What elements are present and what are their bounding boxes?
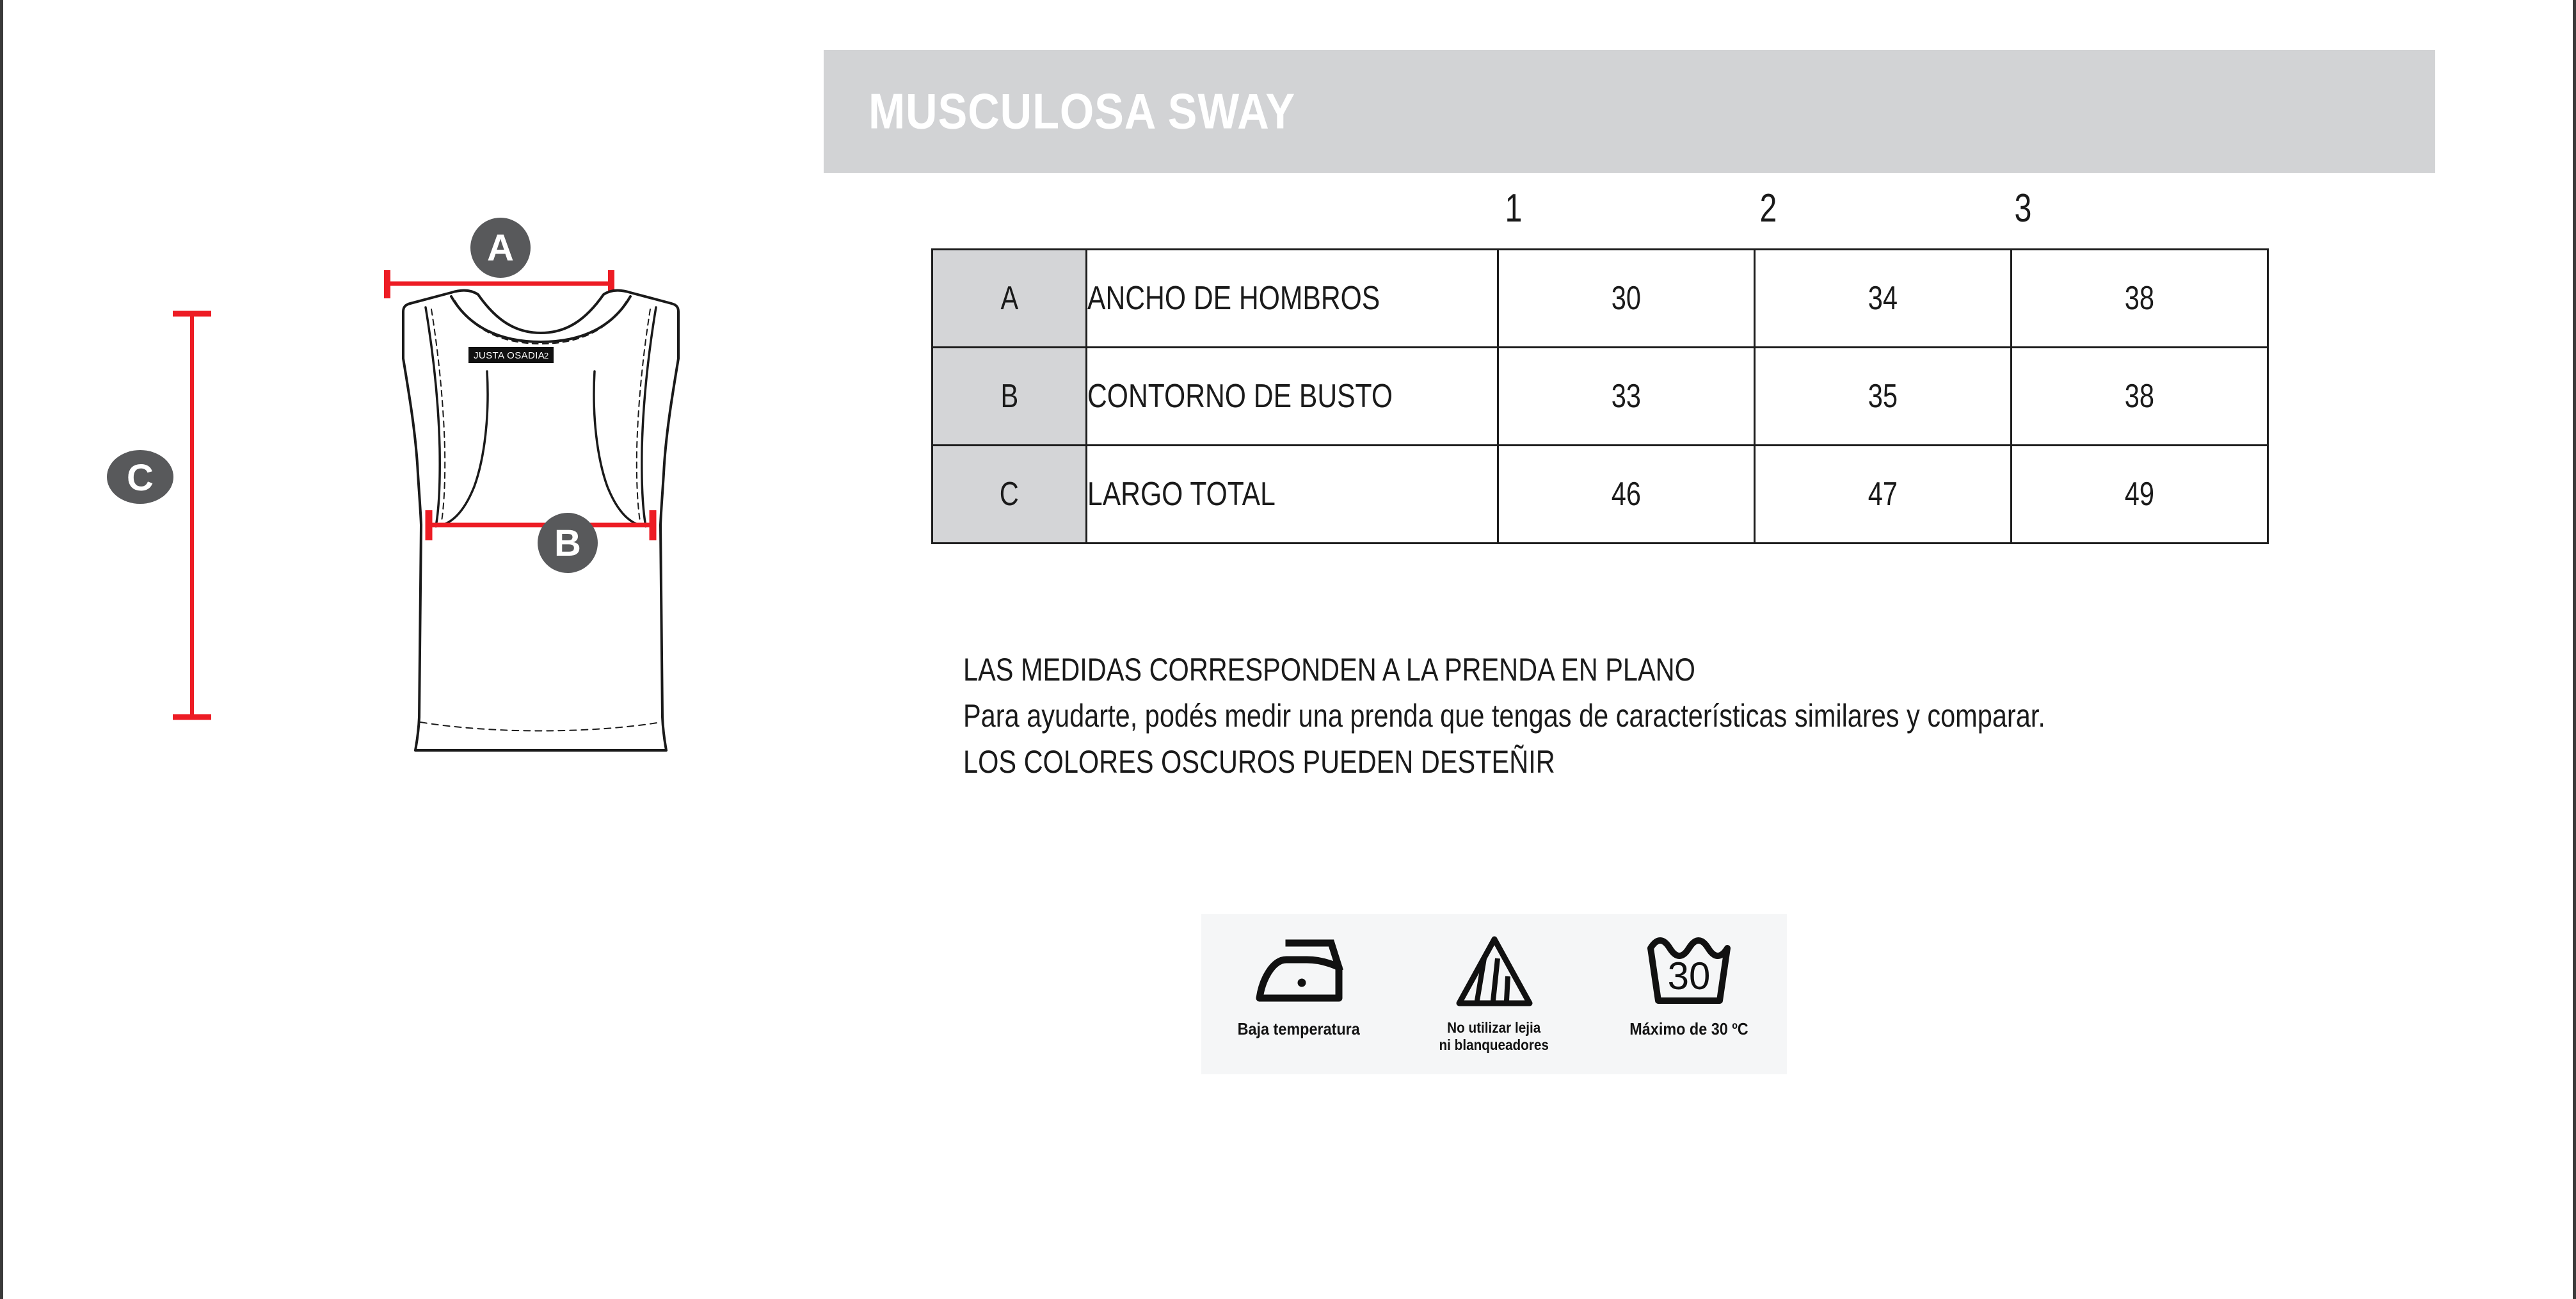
badge-c-label: C <box>127 457 154 499</box>
size-header-3: 3 <box>2014 186 2032 230</box>
care-item-wash <box>1597 931 1782 1038</box>
size-column-headers <box>824 186 2270 236</box>
iron-low-temperature-icon <box>1248 931 1350 1013</box>
care-label-iron: Baja temperatura <box>1237 1019 1361 1038</box>
neck-label-size: 2 <box>544 351 549 360</box>
note-line-3: LOS COLORES OSCUROS PUEDEN DESTEÑIR <box>963 744 1555 780</box>
row-a-size-2: 34 <box>1755 250 2012 348</box>
row-c-size-2: 47 <box>1755 446 2012 544</box>
care-item-iron <box>1206 931 1392 1038</box>
row-label-a: ANCHO DE HOMBROS <box>1087 250 1498 348</box>
measurements-table <box>931 248 2269 544</box>
measure-line-c <box>173 314 211 717</box>
care-label-bleach <box>1439 1019 1549 1054</box>
row-code-a: A <box>932 250 1087 348</box>
badge-c <box>107 450 173 504</box>
row-a-size-1: 30 <box>1498 250 1755 348</box>
care-label-bleach-line1: No utilizar lejia <box>1447 1019 1541 1036</box>
row-code-b: B <box>932 348 1087 446</box>
row-code-c: C <box>932 446 1087 544</box>
badge-a <box>470 218 531 278</box>
title-banner <box>824 50 2435 173</box>
note-line-1: LAS MEDIDAS CORRESPONDEN A LA PRENDA EN PLANO <box>963 652 1695 688</box>
row-c-size-3: 49 <box>2012 446 2268 544</box>
row-c-size-1: 46 <box>1498 446 1755 544</box>
page-title: MUSCULOSA SWAY <box>868 83 1296 140</box>
row-label-c: LARGO TOTAL <box>1087 446 1498 544</box>
row-b-size-3: 38 <box>2012 348 2268 446</box>
measurement-notes <box>963 647 2499 785</box>
care-instructions-panel <box>1201 914 1787 1074</box>
badge-a-label: A <box>487 227 514 269</box>
row-b-size-2: 35 <box>1755 348 2012 446</box>
care-label-wash: Máximo de 30 ºC <box>1629 1019 1749 1038</box>
do-not-bleach-icon <box>1453 931 1536 1013</box>
wash-temperature-value: 30 <box>1667 955 1710 997</box>
note-line-2: Para ayudarte, podés medir una prenda que tengas de características similares y comparar. <box>963 698 2045 734</box>
neck-label-brand: JUSTA OSADIA <box>474 350 545 361</box>
table-row <box>932 250 2268 348</box>
badge-b-label: B <box>554 522 581 564</box>
neck-label <box>468 347 554 363</box>
care-label-bleach-line2: ni blanqueadores <box>1439 1037 1549 1053</box>
info-panel <box>824 0 2576 1299</box>
wash-30-degrees-icon <box>1642 931 1738 1013</box>
row-label-b: CONTORNO DE BUSTO <box>1087 348 1498 446</box>
care-item-bleach <box>1402 931 1587 1054</box>
row-a-size-3: 38 <box>2012 250 2268 348</box>
garment-illustration <box>3 0 810 896</box>
table-row <box>932 446 2268 544</box>
row-b-size-1: 33 <box>1498 348 1755 446</box>
badge-b <box>538 513 598 573</box>
size-header-1: 1 <box>1505 186 1523 230</box>
table-row <box>932 348 2268 446</box>
size-header-2: 2 <box>1759 186 1777 230</box>
